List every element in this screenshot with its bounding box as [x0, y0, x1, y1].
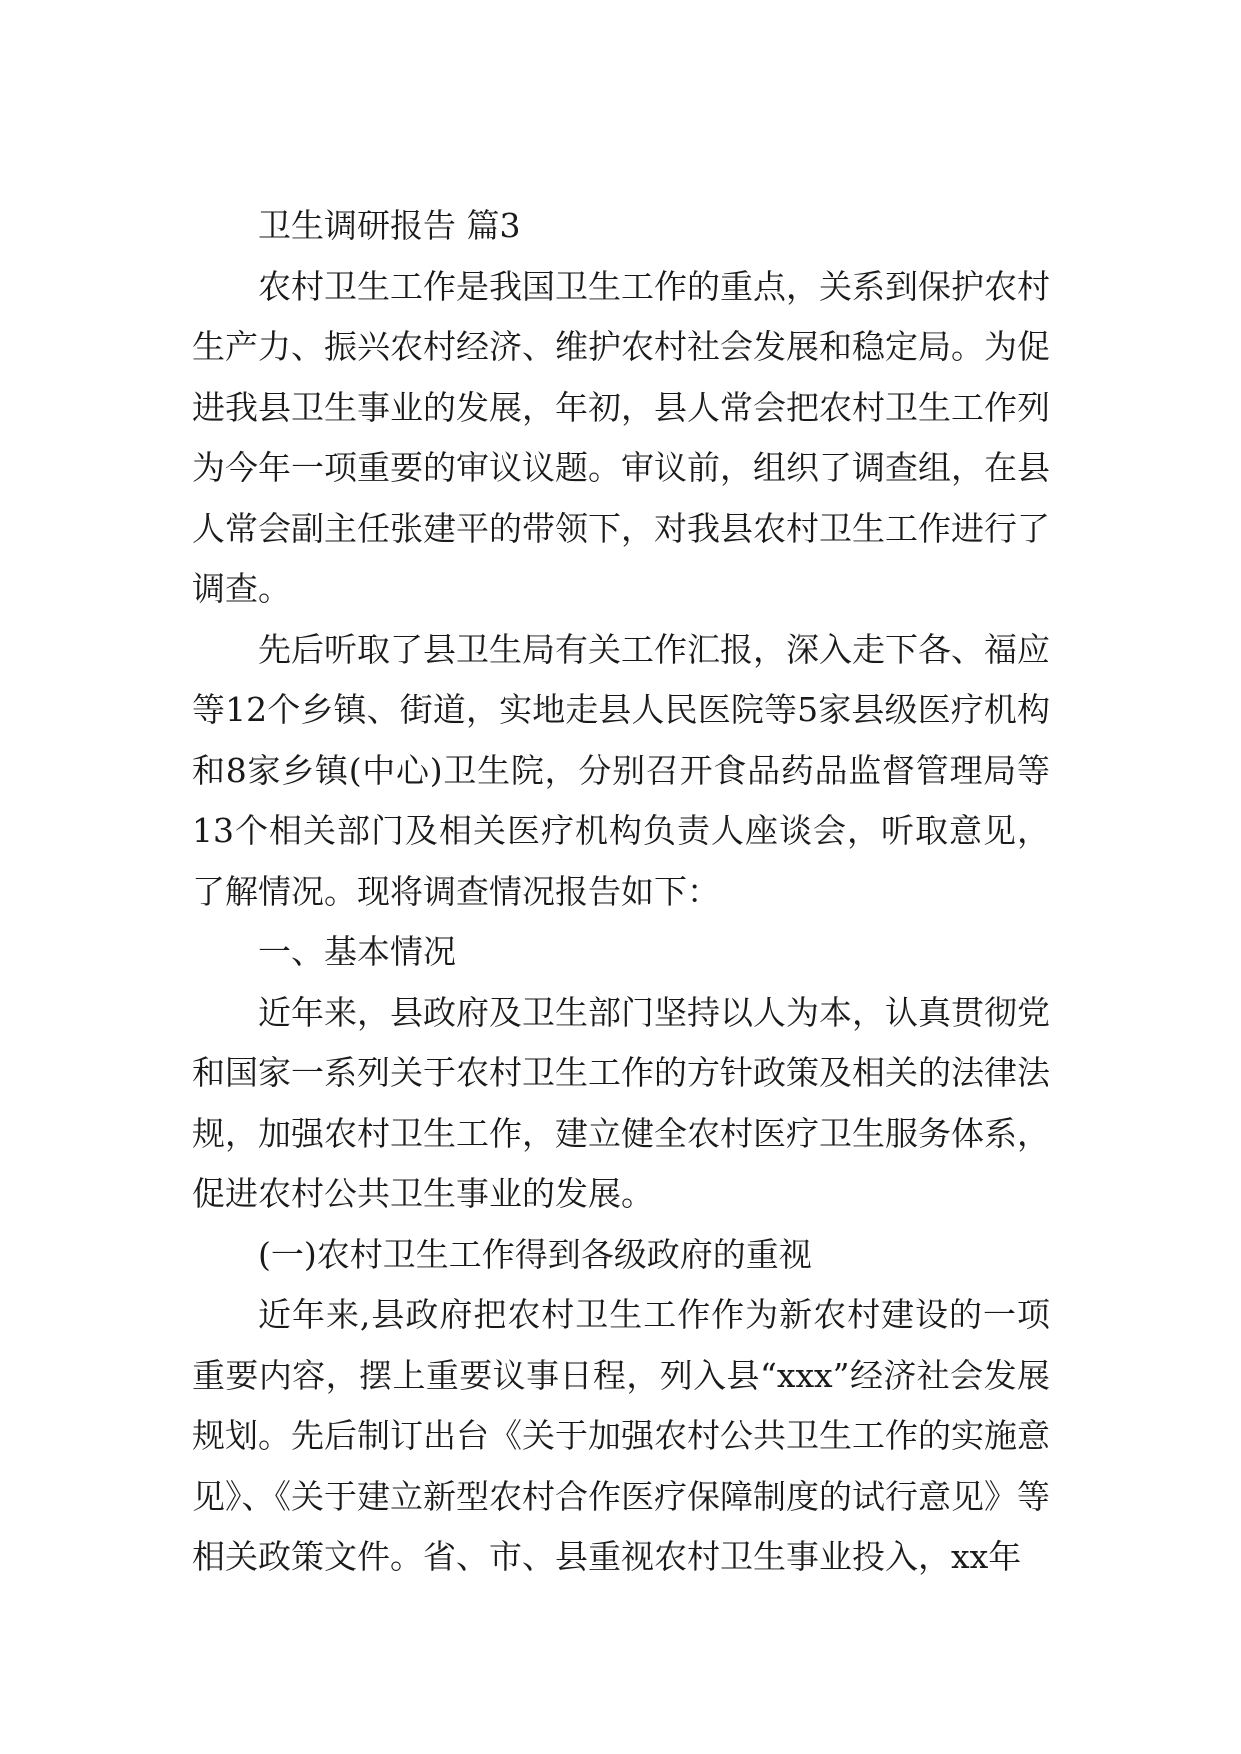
paragraph-government-attention: 近年来,县政府把农村卫生工作作为新农村建设的一项重要内容，摆上重要议事日程，列入县“xxx”经济社会发展规划。先后制订出台《关于加强农村公共卫生工作的实施意见》、《关于建立新型农村合作医疗保障制度的试行意见》等相关政策文件。省、市、县重视农村卫生事业投入，xx年 — [192, 1295, 1050, 1576]
document-body — [192, 196, 1050, 1588]
paragraph-basic-situation: 近年来，县政府及卫生部门坚持以人为本，认真贯彻党和国家一系列关于农村卫生工作的方针政策及相关的法律法规，加强农村卫生工作，建立健全农村医疗卫生服务体系，促进农村公共卫生事业的发展。 — [192, 992, 1050, 1213]
section-heading-basic-situation: 一、基本情况 — [258, 932, 456, 971]
paragraph-intro: 农村卫生工作是我国卫生工作的重点，关系到保护农村生产力、振兴农村经济、维护农村社会发展和稳定局。为促进我县卫生事业的发展，年初，县人常会把农村卫生工作列为今年一项重要的审议议题。审议前，组织了调查组，在县人常会副主任张建平的带领下，对我县农村卫生工作进行了调查。 — [192, 266, 1050, 608]
document-title: 卫生调研报告 篇3 — [258, 206, 521, 245]
subsection-heading-government-attention: (一)农村卫生工作得到各级政府的重视 — [258, 1234, 812, 1274]
paragraph-investigation: 先后听取了县卫生局有关工作汇报，深入走下各、福应等12个乡镇、街道，实地走县人民医院等5家县级医疗机构和8家乡镇(中心)卫生院，分别召开食品药品监督管理局等13个相关部门及相关医疗机构负责人座谈会，听取意见，了解情况。现将调查情况报告如下： — [192, 629, 1050, 911]
